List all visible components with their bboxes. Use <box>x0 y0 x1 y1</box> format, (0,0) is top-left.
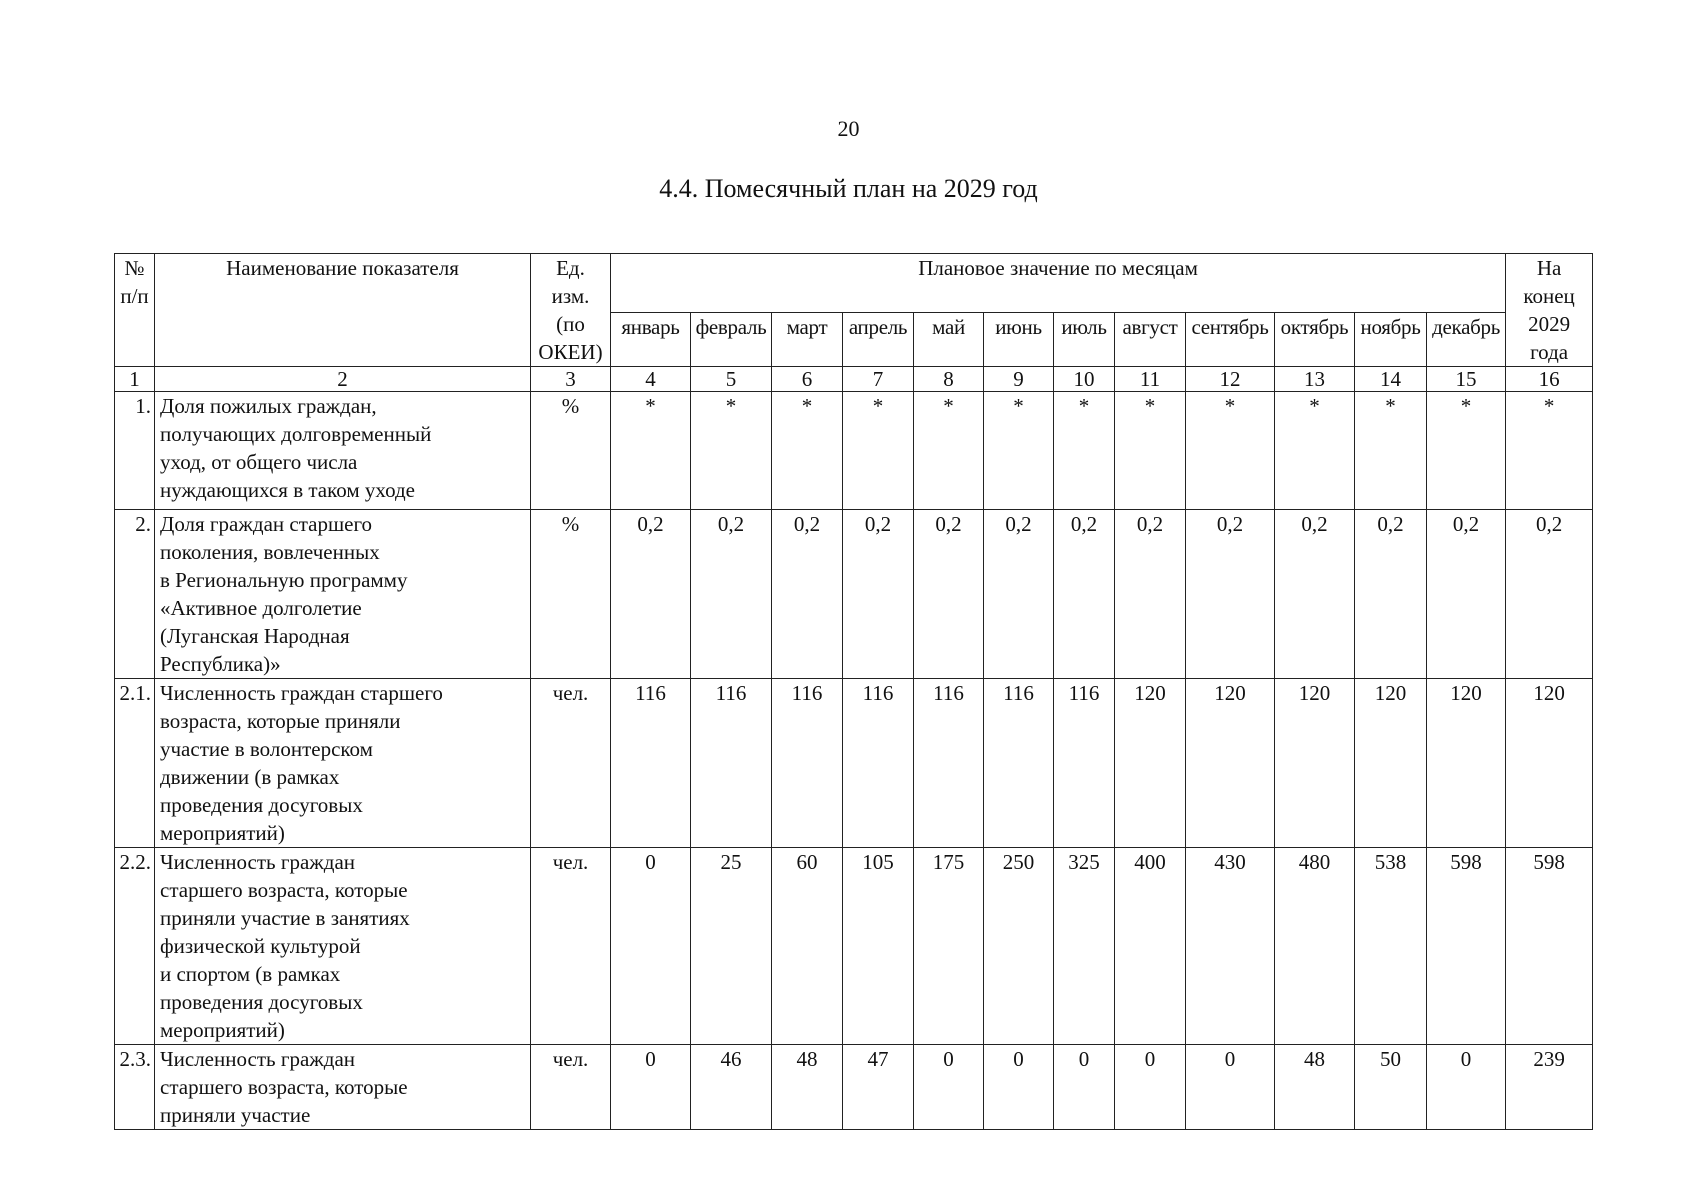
value-cell: 0 <box>611 1045 691 1130</box>
column-number: 5 <box>691 367 772 392</box>
value-cell: 400 <box>1115 848 1186 1045</box>
header-month-oct: октябрь <box>1275 312 1355 366</box>
value-cell: 120 <box>1115 679 1186 848</box>
value-cell: 120 <box>1186 679 1275 848</box>
value-cell: 60 <box>772 848 843 1045</box>
value-cell: 538 <box>1355 848 1427 1045</box>
total-cell: 598 <box>1506 848 1593 1045</box>
indicator-name: Доля граждан старшего поколения, вовлеченных в Региональную программу «Активное долголетие (Луганская Народная Республика)» <box>155 510 531 679</box>
column-number: 7 <box>843 367 914 392</box>
value-cell: 46 <box>691 1045 772 1130</box>
table-row <box>115 392 1593 510</box>
value-cell: 0,2 <box>1275 510 1355 679</box>
total-cell: 239 <box>1506 1045 1593 1130</box>
header-unit: Ед. изм. (по ОКЕИ) <box>531 254 611 367</box>
header-month-jul: июль <box>1054 312 1115 366</box>
value-cell: 325 <box>1054 848 1115 1045</box>
value-cell: 0 <box>1186 1045 1275 1130</box>
value-cell: * <box>772 392 843 510</box>
value-cell: 598 <box>1427 848 1506 1045</box>
value-cell: 0 <box>1054 1045 1115 1130</box>
header-row <box>115 254 1593 313</box>
monthly-plan-table <box>114 253 1593 1130</box>
column-number: 6 <box>772 367 843 392</box>
value-cell: 480 <box>1275 848 1355 1045</box>
unit-cell: чел. <box>531 848 611 1045</box>
value-cell: 0,2 <box>1115 510 1186 679</box>
value-cell: 116 <box>1054 679 1115 848</box>
header-month-may: май <box>914 312 984 366</box>
column-number: 13 <box>1275 367 1355 392</box>
column-number: 4 <box>611 367 691 392</box>
table-row <box>115 679 1593 848</box>
value-cell: 120 <box>1275 679 1355 848</box>
value-cell: 25 <box>691 848 772 1045</box>
value-cell: * <box>1115 392 1186 510</box>
value-cell: 0,2 <box>1054 510 1115 679</box>
value-cell: 47 <box>843 1045 914 1130</box>
column-number: 1 <box>115 367 155 392</box>
value-cell: 250 <box>984 848 1054 1045</box>
table-row <box>115 510 1593 679</box>
value-cell: * <box>1355 392 1427 510</box>
header-num: № п/п <box>115 254 155 367</box>
header-month-jun: июнь <box>984 312 1054 366</box>
value-cell: 105 <box>843 848 914 1045</box>
table-row <box>115 848 1593 1045</box>
value-cell: 0 <box>611 848 691 1045</box>
column-number: 9 <box>984 367 1054 392</box>
column-number: 14 <box>1355 367 1427 392</box>
page-title: 4.4. Помесячный план на 2029 год <box>659 174 1038 203</box>
page-number: 20 <box>837 116 860 141</box>
value-cell: 116 <box>772 679 843 848</box>
table-row <box>115 1045 1593 1130</box>
value-cell: * <box>914 392 984 510</box>
value-cell: 50 <box>1355 1045 1427 1130</box>
value-cell: 120 <box>1427 679 1506 848</box>
unit-cell: % <box>531 510 611 679</box>
column-number: 3 <box>531 367 611 392</box>
row-number: 2. <box>115 510 155 679</box>
column-number: 12 <box>1186 367 1275 392</box>
value-cell: 0,2 <box>1186 510 1275 679</box>
value-cell: * <box>1427 392 1506 510</box>
indicator-name: Численность граждан старшего возраста, которые приняли участие <box>155 1045 531 1130</box>
value-cell: * <box>1186 392 1275 510</box>
value-cell: 0 <box>914 1045 984 1130</box>
header-month-sep: сентябрь <box>1186 312 1275 366</box>
row-number: 1. <box>115 392 155 510</box>
indicator-name: Численность граждан старшего возраста, которые приняли участие в занятиях физической культурой и спортом (в рамках проведения досуговых мероприятий) <box>155 848 531 1045</box>
indicator-name: Доля пожилых граждан, получающих долговременный уход, от общего числа нуждающихся в таком уходе <box>155 392 531 510</box>
value-cell: 0 <box>984 1045 1054 1130</box>
value-cell: 0,2 <box>772 510 843 679</box>
total-cell: 0,2 <box>1506 510 1593 679</box>
value-cell: 0,2 <box>1427 510 1506 679</box>
column-number: 11 <box>1115 367 1186 392</box>
row-number: 2.2. <box>115 848 155 1045</box>
total-cell: 120 <box>1506 679 1593 848</box>
value-cell: 0,2 <box>914 510 984 679</box>
value-cell: * <box>1275 392 1355 510</box>
value-cell: 116 <box>691 679 772 848</box>
value-cell: 48 <box>1275 1045 1355 1130</box>
column-number: 16 <box>1506 367 1593 392</box>
value-cell: 0 <box>1427 1045 1506 1130</box>
total-cell: * <box>1506 392 1593 510</box>
header-monthly-group: Плановое значение по месяцам <box>611 254 1506 313</box>
header-month-jan: январь <box>611 312 691 366</box>
value-cell: 0,2 <box>611 510 691 679</box>
header-month-aug: август <box>1115 312 1186 366</box>
value-cell: * <box>691 392 772 510</box>
row-number: 2.3. <box>115 1045 155 1130</box>
value-cell: 0,2 <box>984 510 1054 679</box>
value-cell: 116 <box>611 679 691 848</box>
header-name: Наименование показателя <box>155 254 531 367</box>
value-cell: * <box>984 392 1054 510</box>
column-number: 2 <box>155 367 531 392</box>
unit-cell: чел. <box>531 679 611 848</box>
row-number: 2.1. <box>115 679 155 848</box>
column-number-row <box>115 367 1593 392</box>
value-cell: 120 <box>1355 679 1427 848</box>
header-month-dec: декабрь <box>1427 312 1506 366</box>
value-cell: * <box>611 392 691 510</box>
value-cell: 0,2 <box>843 510 914 679</box>
value-cell: 0,2 <box>1355 510 1427 679</box>
unit-cell: % <box>531 392 611 510</box>
indicator-name: Численность граждан старшего возраста, которые приняли участие в волонтерском движении (в рамках проведения досуговых мероприятий) <box>155 679 531 848</box>
value-cell: 0,2 <box>691 510 772 679</box>
header-month-nov: ноябрь <box>1355 312 1427 366</box>
value-cell: 430 <box>1186 848 1275 1045</box>
value-cell: 0 <box>1115 1045 1186 1130</box>
value-cell: * <box>1054 392 1115 510</box>
value-cell: 48 <box>772 1045 843 1130</box>
value-cell: * <box>843 392 914 510</box>
column-number: 15 <box>1427 367 1506 392</box>
value-cell: 116 <box>984 679 1054 848</box>
header-month-apr: апрель <box>843 312 914 366</box>
column-number: 8 <box>914 367 984 392</box>
value-cell: 116 <box>843 679 914 848</box>
column-number: 10 <box>1054 367 1115 392</box>
unit-cell: чел. <box>531 1045 611 1130</box>
value-cell: 175 <box>914 848 984 1045</box>
header-month-feb: февраль <box>691 312 772 366</box>
header-month-mar: март <box>772 312 843 366</box>
header-end-of-year: На конец 2029 года <box>1506 254 1593 367</box>
value-cell: 116 <box>914 679 984 848</box>
